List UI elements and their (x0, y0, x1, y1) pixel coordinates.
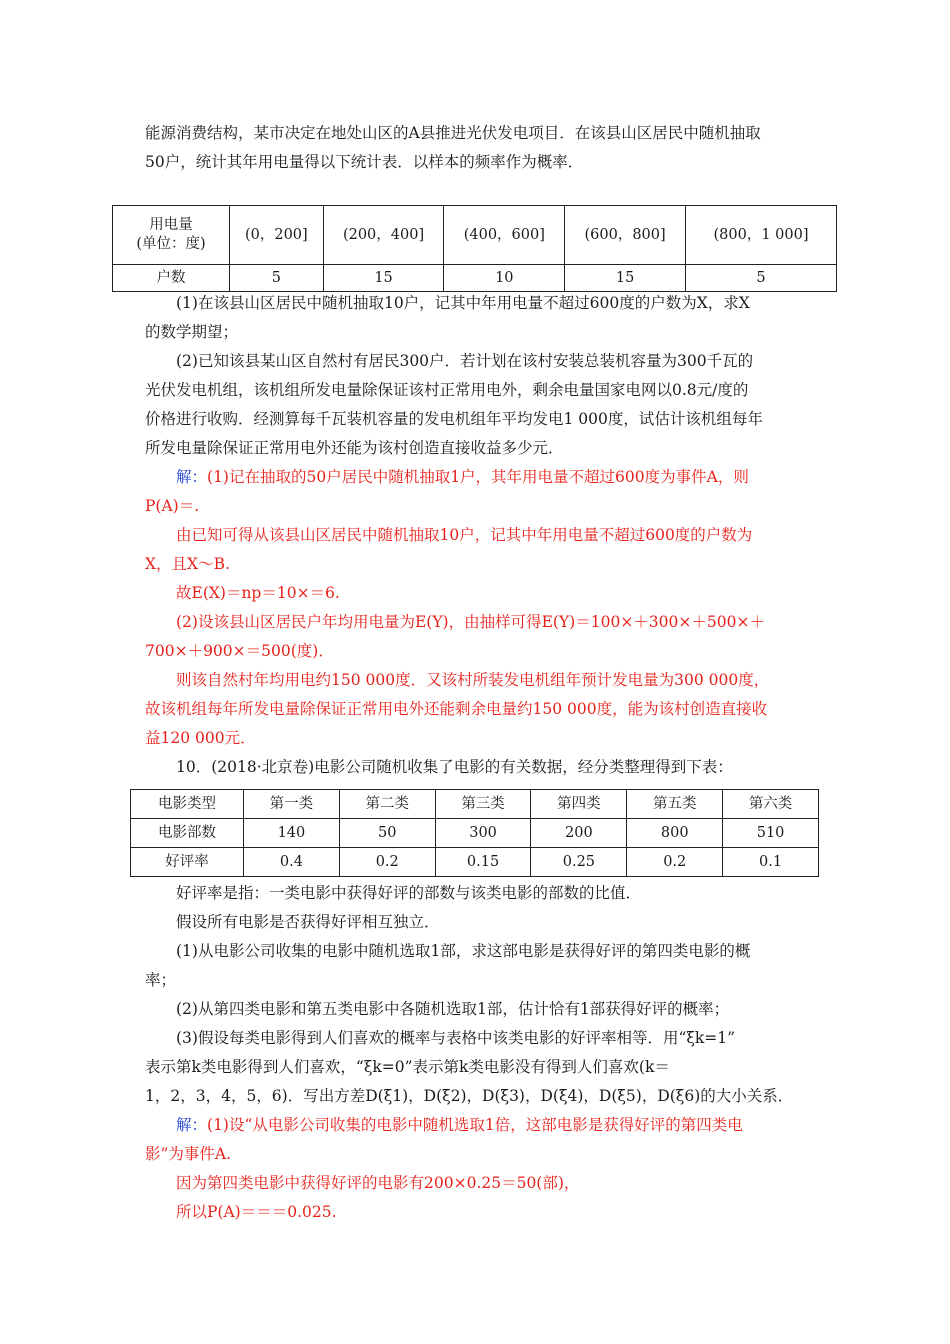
table-row (113, 206, 837, 265)
table-cell: 50 (339, 819, 435, 848)
table-cell: 5 (686, 265, 837, 292)
table-cell: 0.2 (627, 848, 723, 877)
table-header-cell: 电影类型 (131, 790, 244, 819)
q9-part1-line-2: 的数学期望； (145, 323, 239, 341)
sol9-line-8: 则该自然村年均用电约150 000度．又该村所装发电机组年预计发电量为300 000度， (176, 671, 770, 689)
sol9-line-4: X，且X～B. (145, 555, 230, 573)
table-header-cell: 第三类 (435, 790, 531, 819)
q10-line-6: (3)假设每类电影得到人们喜欢的概率与表格中该类电影的好评率相等．用“ξk=1” (176, 1029, 736, 1047)
table-cell: 10 (444, 265, 565, 292)
sol9-line-10: 益120 000元． (145, 729, 256, 747)
table-row (131, 848, 819, 877)
table-cell: 0.1 (723, 848, 819, 877)
table-header-cell: 第二类 (339, 790, 435, 819)
q9-part2-line-4: 所发电量除保证正常用电外还能为该村创造直接收益多少元． (145, 439, 564, 457)
sol9-line-3: 由已知可得从该县山区居民中随机抽取10户，记其中年用电量不超过600度的户数为 (176, 526, 753, 544)
q9-part2-line-1: (2)已知该县某山区自然村有居民300户．若计划在该村安装总装机容量为300千瓦的 (176, 352, 754, 370)
table-cell: 好评率 (131, 848, 244, 877)
intro-line-1: 能源消费结构，某市决定在地处山区的A县推进光伏发电项目．在该县山区居民中随机抽取 (145, 124, 761, 142)
sol10-line-3: 因为第四类电影中获得好评的电影有200×0.25＝50(部)， (176, 1174, 580, 1192)
table-header-cell: 第一类 (244, 790, 340, 819)
table-header-cell: (200，400] (323, 206, 444, 265)
table-cell: 510 (723, 819, 819, 848)
table-header-cell: 第六类 (723, 790, 819, 819)
q10-line-2: 假设所有电影是否获得好评相互独立． (176, 913, 440, 931)
q10-line-5: (2)从第四类电影和第五类电影中各随机选取1部，估计恰有1部获得好评的概率； (176, 1000, 730, 1018)
movie-rating-table (130, 789, 819, 877)
table-cell: 户数 (113, 265, 230, 292)
table-cell: 300 (435, 819, 531, 848)
sol10-line-4: 所以P(A)＝＝＝0.025. (176, 1203, 337, 1221)
table-header-cell: (400，600] (444, 206, 565, 265)
table-cell: 140 (244, 819, 340, 848)
q9-part2-line-2: 光伏发电机组，该机组所发电量除保证该村正常用电外，剩余电量国家电网以0.8元/度的 (145, 381, 749, 399)
sol9-line-5: 故E(X)＝np＝10×＝6. (176, 584, 340, 602)
solution-label: 解： (176, 1116, 208, 1134)
table-header-cell: (800，1 000] (686, 206, 837, 265)
q9-part1-line-1: (1)在该县山区居民中随机抽取10户，记其中年用电量不超过600度的户数为X，求X (176, 294, 750, 312)
table-cell: 15 (323, 265, 444, 292)
table-cell: 电影部数 (131, 819, 244, 848)
intro-line-2: 50户，统计其年用电量得以下统计表．以样本的频率作为概率． (145, 153, 584, 171)
q9-part2-line-3: 价格进行收购．经测算每千瓦装机容量的发电机组年平均发电1 000度，试估计该机组每年 (145, 410, 763, 428)
q10-line-1: 好评率是指：一类电影中获得好评的部数与该类电影的部数的比值． (176, 884, 642, 902)
q10-line-8: 1，2，3，4，5，6)．写出方差D(ξ1)，D(ξ2)，D(ξ3)，D(ξ4)，D(ξ5)，D(ξ6)的大小关系． (145, 1087, 794, 1105)
sol9-line-6: (2)设该县山区居民户年均用电量为E(Y)，由抽样可得E(Y)＝100×＋300×＋500×＋ (176, 613, 765, 631)
table-header-cell: 第四类 (531, 790, 627, 819)
table-cell: 5 (230, 265, 324, 292)
sol10-line-1: 解：(1)设“从电影公司收集的电影中随机选取1倍，这部电影是获得好评的第四类电 (176, 1116, 743, 1134)
q10-line-3: (1)从电影公司收集的电影中随机选取1部，求这部电影是获得好评的第四类电影的概 (176, 942, 751, 960)
table-cell: 0.25 (531, 848, 627, 877)
table-cell: 15 (565, 265, 686, 292)
table-cell: 200 (531, 819, 627, 848)
sol9-line-2: P(A)＝. (145, 497, 200, 515)
q10-line-7: 表示第k类电影得到人们喜欢，“ξk=0”表示第k类电影没有得到人们喜欢(k＝ (145, 1058, 670, 1076)
sol10-line-2: 影”为事件A. (145, 1145, 232, 1163)
electricity-usage-table (112, 205, 837, 292)
table-row (113, 265, 837, 292)
table-header-cell: 用电量 (单位：度) (113, 206, 230, 265)
table-cell: 0.4 (244, 848, 340, 877)
solution-label: 解： (176, 468, 208, 486)
table-header-cell: 第五类 (627, 790, 723, 819)
table-row (131, 819, 819, 848)
q10-title: 10．(2018·北京卷)电影公司随机收集了电影的有关数据，经分类整理得到下表： (176, 758, 733, 776)
sol9-line-1: 解：(1)记在抽取的50户居民中随机抽取1户，其年用电量不超过600度为事件A，则 (176, 468, 749, 486)
table-header-cell: (0，200] (230, 206, 324, 265)
table-cell: 0.2 (339, 848, 435, 877)
table-header-cell: (600，800] (565, 206, 686, 265)
q10-line-4: 率； (145, 971, 177, 989)
sol9-line-9: 故该机组每年所发电量除保证正常用电外还能剩余电量约150 000度，能为该村创造直接收 (145, 700, 768, 718)
table-cell: 0.15 (435, 848, 531, 877)
sol9-line-7: 700×＋900×＝500(度)． (145, 642, 334, 660)
table-cell: 800 (627, 819, 723, 848)
table-row (131, 790, 819, 819)
